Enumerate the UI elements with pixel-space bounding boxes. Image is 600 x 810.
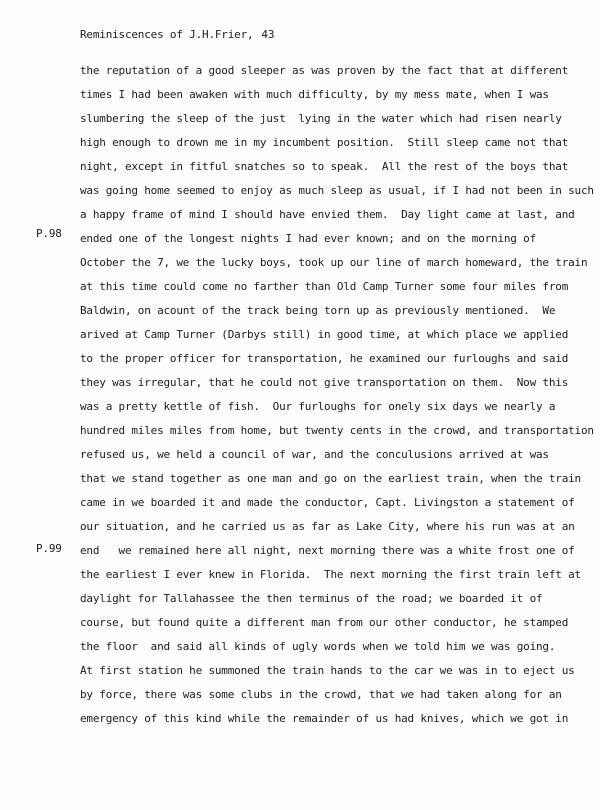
text-line: October the 7, we the lucky boys, took up our line of march homeward, the train [80, 256, 588, 269]
text-line: the floor and said all kinds of ugly words when we told him we was going. [80, 640, 556, 653]
text-line: refused us, we held a council of war, and the conculusions arrived at was [80, 448, 549, 461]
text-line: they was irregular, that he could not give transportation on them. Now this [80, 376, 569, 389]
text-line: end we remained here all night, next morning there was a white frost one of [80, 544, 575, 557]
text-line: a happy frame of mind I should have envied them. Day light came at last, and [80, 208, 575, 221]
text-line: high enough to drown me in my incumbent position. Still sleep came not that [80, 136, 569, 149]
header-title: Reminiscences of J.H.Frier, [80, 28, 254, 41]
text-line: night, except in fitful snatches so to speak. All the rest of the boys that [80, 160, 569, 173]
text-line: was a pretty kettle of fish. Our furloughs for onely six days we nearly a [80, 400, 556, 413]
text-line: to the proper officer for transportation, he examined our furloughs and said [80, 352, 569, 365]
text-line: that we stand together as one man and go on the earliest train, when the train [80, 472, 581, 485]
text-line: course, but found quite a different man from our other conductor, he stamped [80, 616, 569, 629]
text-line: slumbering the sleep of the just lying in the water which had risen nearly [80, 112, 562, 125]
text-line: our situation, and he carried us as far as Lake City, where his run was at an [80, 520, 575, 533]
text-line: was going home seemed to enjoy as much sleep as usual, if I had not been in such [80, 184, 594, 197]
text-line: hundred miles miles from home, but twenty cents in the crowd, and transportation [80, 424, 594, 437]
margin-note-p98: P.98 [36, 227, 62, 240]
text-line: At first station he summoned the train hands to the car we was in to eject us [80, 664, 575, 677]
text-line: arived at Camp Turner (Darbys still) in good time, at which place we applied [80, 328, 569, 341]
text-line: emergency of this kind while the remainder of us had knives, which we got in [80, 712, 569, 725]
text-line: the earliest I ever knew in Florida. The next morning the first train left at [80, 568, 581, 581]
body-text [80, 64, 594, 736]
page-number: 43 [261, 28, 275, 41]
text-line: daylight for Tallahassee the then terminus of the road; we boarded it of [80, 592, 543, 605]
text-line: times I had been awaken with much difficulty, by my mess mate, when I was [80, 88, 549, 101]
text-line: by force, there was some clubs in the crowd, that we had taken along for an [80, 688, 562, 701]
page-header [80, 28, 274, 41]
text-line: Baldwin, on acount of the track being torn up as previously mentioned. We [80, 304, 556, 317]
margin-note-p99: P.99 [36, 542, 62, 555]
text-line: ended one of the longest nights I had ever known; and on the morning of [80, 232, 537, 245]
text-line: at this time could come no farther than Old Camp Turner some four miles from [80, 280, 569, 293]
text-line: came in we boarded it and made the conductor, Capt. Livingston a statement of [80, 496, 575, 509]
text-line: the reputation of a good sleeper as was proven by the fact that at different [80, 64, 569, 77]
